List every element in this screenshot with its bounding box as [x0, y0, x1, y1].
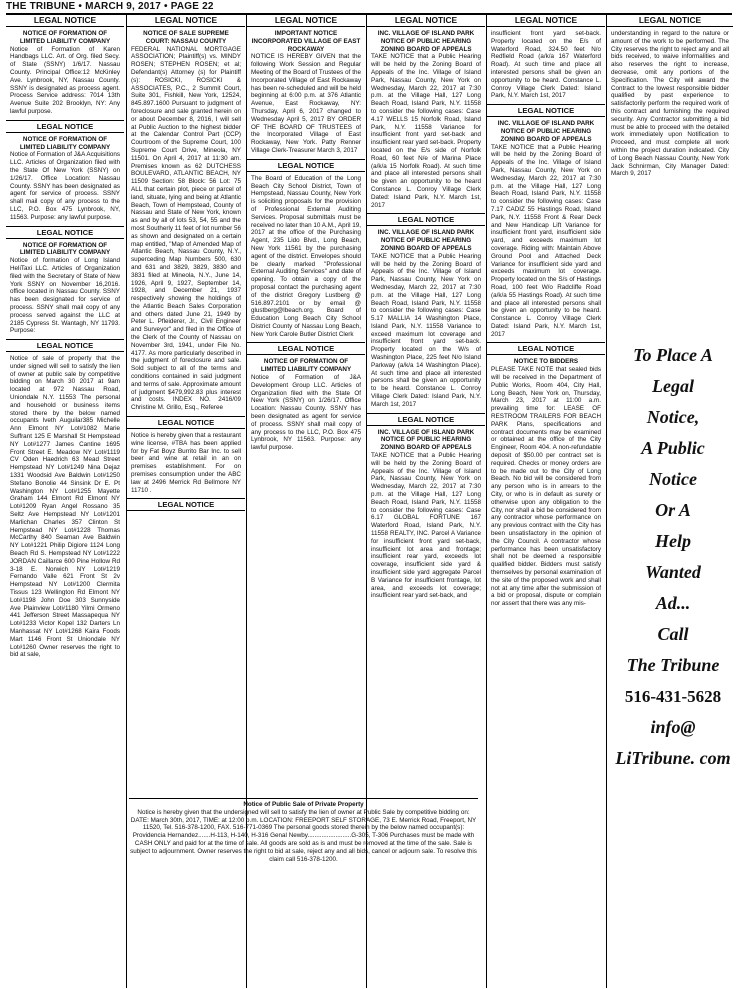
- notice-title: INC. VILLAGE OF ISLAND PARK NOTICE OF PUBLIC HEARING ZONING BOARD OF APPEALS: [377, 428, 475, 452]
- ad-line: Wanted: [645, 562, 701, 582]
- column-header: LEGAL NOTICE: [6, 14, 124, 27]
- legal-notice-divider: LEGAL NOTICE: [127, 416, 245, 429]
- page-header: THE TRIBUNE • MARCH 9, 2017 • PAGE 22: [6, 0, 732, 15]
- notice-body: Notice of Formation of Karen Handbags LLC. Art. of Org. filed Secy. of State (SSNY) 1/6/17. Nassau County. Principal Office:12 McKinley Ave. Lynbrook, NY, Nassau County. SSNY is designated as process agent. Process Service address: 7014 13th Avenue Suite 202 Brooklyn, NY: Any lawful purpose.: [10, 45, 120, 115]
- notice-title: INC. VILLAGE OF ISLAND PARK NOTICE OF PUBLIC HEARING ZONING BOARD OF APPEALS: [377, 229, 475, 252]
- column-header: LEGAL NOTICE: [607, 14, 733, 27]
- legal-notice: [247, 175, 365, 339]
- notice-body: TAKE NOTICE that a Public Hearing will be held by the Zoning Board of Appeals of the Inc. Village of Island Park, Nassau County, New York on Wednesday, March 22, 2017 at 7:30 p.m. at the Village Hall, 127 Long Beach Road, Island Park, N.Y. 11558 to consider the following cases: Case 6.17 GLOBAL FORTUNE 167 Waterford Road, Island Park, N.Y. 11558 REALTY, INC. Parcel A Variance for insufficient front yard set-back, insufficient lot area and frontage; insufficient rear yard, exceeds lot coverage, insufficient side yard & insufficient side yard aggregate Parcel B Variance for insufficient frontage, lot area, and exceeds lot coverage; insufficient rear yard set-back, and: [371, 452, 481, 600]
- legal-notice-divider: LEGAL NOTICE: [247, 159, 365, 172]
- tribune-ad: [611, 340, 735, 774]
- notice-title: NOTICE OF FORMATION OF LIMITED LIABILITY COMPANY: [19, 241, 111, 257]
- ad-line: Legal: [652, 376, 694, 396]
- ad-line: Notice: [649, 469, 697, 489]
- legal-notice-divider: LEGAL NOTICE: [6, 339, 124, 352]
- legal-notice: [367, 229, 485, 408]
- notice-body: understanding in regard to the nature or amount of the work to be performed. The City reserves the right to reject any and all bids received, to waive informalities and also reserves the right to increase, decrease, omit any portions of the Specification. The City will award the Contract to the lowest responsible bidder qualified by past experience to satisfactorily perform the required work of this contract and furnishing the required security. Any Contractor submitting a bid must be able to proceed with the detailed work immediately upon Notification to Proceed, and must complete all work within the project duration indicated. City of Long Beach Nassau County, New York Jack Schnirman, City Manager Dated: March 9, 2017: [611, 30, 729, 178]
- ad-line: Help: [655, 531, 691, 551]
- column-header: LEGAL NOTICE: [367, 14, 485, 27]
- notice-body: The Board of Education of the Long Beach City School District, Town of Hempstead, Nassau County, New York is soliciting proposals for the provision of Professional External Auditing Services. Proposal submittals must be received no later than 10 A.M., April 19, 2017 at the office of the Purchasing Agent, 235 Lido Blvd., Long Beach, New York 11561 by the purchasing agent of the district. Envelopes should be clearly marked "Professional External Auditing Services" and date of opening. To obtain a copy of the proposal contact the purchasing agent of the district Gregory Lustberg @ 516.897.2101 or by email @ glustberg@lbeach.org. Board of Education Long Beach City School District County of Nassau Long Beach, New York Carole Butler District Clerk: [251, 174, 361, 338]
- ad-line: To Place A: [633, 345, 713, 365]
- notice-title: NOTICE OF FORMATION OF LIMITED LIABILITY COMPANY: [19, 30, 111, 45]
- ad-line: A Public: [641, 438, 705, 458]
- legal-notice: [367, 30, 485, 209]
- notice-body: FEDERAL NATIONAL MORTGAGE ASSOCIATION; Plaintiff(s) vs. MINDY ROSEN; STEPHEN ROSEN; et al; Defendant(s) Attorney (s) for Plaintiff (s): ROSICKI, ROSICKI & ASSOCIATES, P.C., 2 Summit Court, Suite 301, Fishkill, New York, 12524, 845.897.1600 Pursuant to judgment of foreclosure and sale granted herein on or about December 8, 2016, I will sell at Public Auction to the highest bidder at the Calendar Control Part (CCP) Courtroom of the Supreme Court, 100 Supreme Court Drive, Mineola, NY 11501. On April 4, 2017 at 11:30 am. Premises known as 62 DUTCHESS BOULEVARD, ATLANTIC BEACH, NY 11509 Section: 58 Block: 56 Lot: 75 ALL that certain plot, piece or parcel of land, situate, lying and being at Atlantic Beach, Town of Hempstead, County of Nassau and State of New York, known as and by all of lots 53, 54, 55 and the most Southerly 11 feet of lot number 56 as shown and designated on a certain map entitled, "Map of Amended Map of Atlantic Beach, Nassau County, N.Y., superceding Map Numbers 500, 630 and 631 and 3829, 3829, 3830 and 3831 filed at Mineola, N.Y., June 14, 1926, April 9, 1927, September 14, 1928, and December 21, 1937 respectively showing the holdings of the Atlantic Beach Sales Corporation and others dated June 21, 1949 by Peter L. Pfleiderer, Jr., Civil Engineer and Surveyor" and filed in the Office of the Clerk of the County of Nassau on November 3rd, 1941, under File No. 4177. As more particularly described in the judgment of foreclosure and sale. Sold subject to all of the terms and conditions contained in said judgment and terms of sale. Approximate amount of judgment $479,992.83 plus interest and costs. INDEX NO. 2416/09 Christine M. Grillo, Esq., Referee: [131, 45, 241, 412]
- notice-body: Notice is hereby given that the undersigned will sell to satisfy the lien of owner at Public Sale by competitive bidding on: DATE: March 30th, 2017, TIME: at 12:00 p.m. LOCATION: FREEPORT SELF STORAGE, 73 E. Merrick Road, Freeport, NY 11520, Tel. 516-378-1200, FAX. 516-771-0369 The personal goods stored therein by the below named occupant(s): Providencia Hernandez.......H-113, H-140, H-316 Genal Newby.........................G-305, T-306 Purchases must be made with CASH ONLY and paid for at the time of sale. All goods are sold as is and must be removed at the time of the sale. Sale is subject to adjournment. Owner reserves the right to bid at sale, reject any and all bids, cancel or adjourn sale. To resolve this claim call 516-378-1200.: [130, 808, 477, 863]
- ad-line: Notice,: [646, 407, 700, 427]
- notice-title: NOTICE OF FORMATION OF LIMITED LIABILITY COMPANY: [19, 135, 111, 151]
- notice-title: NOTICE TO BIDDERS: [513, 358, 579, 366]
- notice-body: Notice of Formation of J&A Acquisitions LLC. Articles of Organization filed with the State Of New York (SSNY) on 1/26/17. Office Location: Nassau County. SSNY has been designated as agent for service of process. SSNY shall mail copy of any process to the LLC, P.O. Box 475 Lynbrook, NY, 11563. Purpose: any lawful purpose.: [10, 151, 120, 221]
- legal-notice: [247, 358, 365, 452]
- legal-notice-divider: LEGAL NOTICE: [367, 413, 485, 426]
- legal-notice: [607, 30, 733, 178]
- ad-email: info@ LiTribune. com: [615, 717, 731, 768]
- column-header: LEGAL NOTICE: [127, 14, 245, 27]
- column-5: [486, 14, 605, 988]
- legal-notice: [487, 30, 605, 100]
- legal-notice: [6, 136, 124, 222]
- ad-line: Or A: [655, 500, 691, 520]
- notice-body: TAKE NOTICE that a Public Hearing will be held by the Zoning Board of Appeals of the Inc. Village of Island Park, Nassau County, New York on Wednesday, March 22, 2017 at 7:30 p.m. at the Village Hall, 127 Long Beach Road, Island Park, N.Y. 11558 to consider the following cases: Case 4.17 WELLS 15 Norfolk Road, Island Park, N.Y. 11558 Variance for insufficient front yard set-back and insufficient rear yard set-back. Property located on the E/s side of Norfolk Road, 60 feet N/e of Marina Place (a/k/a 15 Norfolk Road). At such time and place all interested persons shall be given an opportunity to be heard Constance L. Conroy Village Clerk Dated: Island Park, N.Y. March 1st, 2017: [371, 53, 481, 209]
- notice-body: Notice of formation of Long Island HeliTaxi LLC. Articles of Organization filed with the Secretary of State of New York SSNY on November 16,2016. office located in Nassau County. SSNY has been designated for service of process. SSNY shall mail copy of any process served against the LLC at 2185 Cypress St. Wantagh, NY 11793. Purpose:: [10, 257, 120, 335]
- column-1: [6, 14, 124, 988]
- notice-body: Notice is hereby given that a restaurant wine license, #TBA has been applied for by Fat Boyz Burrito Bar Inc. to sell beer and wine at retail in an on premises establishment. For on premises consumption under the ABC law at 2496 Merrick Rd Bellmore NY 11710 .: [131, 432, 241, 494]
- legal-notice: [487, 120, 605, 338]
- ad-line: The Tribune: [626, 655, 720, 675]
- legal-notice-divider: LEGAL NOTICE: [127, 498, 245, 511]
- notice-body: Notice of sale of property that the under signed will sell to satisfy the lien of owner at public sale by competitive bidding on March 30 2017 at 9am located at 972 Nassau Road, Uniondale N.Y. 11553 The personal and household or business items stored there by the below named occupants Iveth Auguilar385 Michelle Ann Elmont NY Lot#1082 Marie Suffrant 125 E Marshall St Hempstead NY Lot#1277 James Cantine 1695 Front Street E. Meadow NY Lot#1119 CV Oden Haedrich 63 Mead Street Hempstead NY Lot#1249 Nina Dejaz 1331 Woodsid Ave Baldwin Lot#1250 Stefano Bonolie 44 Sinsink Dr E. Pt Washington NY Lot#1255 Mayette Graham 144 Elmont Rd Elmont NY Lot#1209 Ryan Angel Rossano 35 Seltz Ave Hempstead NY Lot#1201 Marlichan Charles 357 Clinton St Hempstead NY Lot#1228 Thomas McCarthy 840 Seaman Ave Baldwin NY Lot#1221 Philip Digiore 1124 Long Beach Rd S. Hempstead NY Lot#1222 JORDAN Caillarce 600 Pine Hollow Rd 3-18 E. Norwich NY Lot#1219 Fernando Valle 621 Front St 2v Hempstead NY Lot#1200 Clermita Tissus 123 Wellington Rd Elmont NY Lot#1198 John Doe 303 Sunnyside Ave Plainview Lot#1180 Yilmi Ormeno 441 Jefferson Street Massapequa NY Lot#1233 Victor Kopel 132 Darters Ln Manhassat NY Lot#1268 Kaira Foods Mart 1146 Front St Uniondale NY Lot#1260 Owner reserves the right to bid at sale,: [10, 355, 120, 659]
- legal-notice: [487, 358, 605, 608]
- notice-body: PLEASE TAKE NOTE that sealed bids will be received in the Department of Public Works, Room 404, City Hall, Long Beach, New York on, Thursday, March 23, 2017 at 11:00 a.m. prevailing time for: LEASE OF RESTROOM TRAILERS FOR BEACH PARK Plans, specifications and contract documents may be examined or obtained at the office of the City Engineer, Room 404. A non-refundable deposit of $50.00 per contract set is required. Checks or money orders are to be made out to the City of Long Beach. No bid will be considered from any person who is in arrears to the City, or who is in default as surety or otherwise upon any obligation to the City, nor shall a bid be considered from any contractor whose performance on any previous contract with the City has been unsatisfactory in the opinion of the City Council. A contractor whose performance has been unsatisfactory shall not be deemed a responsible qualified bidder. Bidders must satisfy themselves by personal examination of the site of the proposed work and shall not at any time after the submission of a bid or proposal, dispute or complain nor assert that there was any mis-: [491, 366, 601, 608]
- legal-notice-divider: LEGAL NOTICE: [487, 342, 605, 355]
- legal-notice-divider: LEGAL NOTICE: [247, 342, 365, 355]
- public-sale-notice: [129, 798, 478, 863]
- notice-title: INC. VILLAGE OF ISLAND PARK NOTICE OF PUBLIC HEARING ZONING BOARD OF APPEALS: [497, 120, 595, 143]
- notice-title: INC. VILLAGE OF ISLAND PARK NOTICE OF PUBLIC HEARING ZONING BOARD OF APPEALS: [377, 30, 475, 53]
- column-header: LEGAL NOTICE: [247, 14, 365, 27]
- legal-notice: [6, 30, 124, 116]
- legal-notice: [6, 242, 124, 336]
- legal-notice-divider: LEGAL NOTICE: [487, 104, 605, 117]
- legal-notice: [247, 30, 365, 155]
- ad-phone: 516-431-5628: [624, 687, 722, 706]
- legal-notice-divider: LEGAL NOTICE: [367, 213, 485, 226]
- notice-body: insufficient front yard set-back. Property located on the E/s of Waterford Road, 324.50 feet N/o Redfield Road (a/k/a 167 Waterford Road). At such time and place all interested persons shall be given an opportunity to be heard. Constance L. Conroy Village Clerk Dated: Island Park, N.Y. March 1st, 2017: [491, 30, 601, 100]
- notice-title: NOTICE OF SALE SUPREME COURT: NASSAU COUNTY: [143, 30, 229, 45]
- legal-notice-divider: LEGAL NOTICE: [6, 226, 124, 239]
- notice-title: NOTICE OF FORMATION OF LIMITED LIABILITY COMPANY: [260, 358, 352, 374]
- notice-body: TAKE NOTICE that a Public Hearing will be held by the Zoning Board of Appeals of the Inc. Village of Island Park, Nassau County, New York on Wednesday, March 22, 2017 at 7:30 p.m. at the Village Hall, 127 Long Beach Road, Island Park, N.Y. 11558 to consider the following cases: Case 7.17 CADIZ 55 Hastings Road, Island Park, N.Y. 11558 Front & Rear Deck and New Handicap Lift Variance for insufficient front yard, insufficient side yard, and exceeds maximum lot coverage. Riding with: Maintain Above Ground Pool and Attached Deck Variance for insufficient side yard and exceeds maximum lot coverage. Property located on the S/s of Hastings Road, 100 feet W/o Radcliffe Road (a/k/a 55 Hastings Road). At such time and place all interested persons shall be given an opportunity to be heard. Constance L. Conroy Village Clerk Dated: Island Park, N.Y. March 1st, 2017: [491, 143, 601, 338]
- notice-title: Notice of Public Sale of Private Property: [243, 801, 364, 808]
- legal-notice: [127, 432, 245, 494]
- legal-notice: [127, 30, 245, 412]
- column-header: LEGAL NOTICE: [487, 14, 605, 27]
- legal-notice: [6, 355, 124, 659]
- ad-line: Call: [657, 624, 689, 644]
- legal-notice-divider: LEGAL NOTICE: [6, 120, 124, 133]
- ad-line: Ad...: [655, 593, 691, 613]
- notice-title: IMPORTANT NOTICE INCORPORATED VILLAGE OF EAST ROCKAWAY: [251, 30, 361, 53]
- notice-body: TAKE NOTICE that a Public Hearing will be held by the Zoning Board of Appeals of the Inc. Village of Island Park, Nassau County, New York on Wednesday, March 22, 2017 at 7:30 p.m. at the Village Hall, 127 Long Beach Road, Island Park, N.Y. 11558 to consider the following cases: Case 5.17 MALLIA 14 Washington Place, Island Park, N.Y. 11558 Variance to exceed maximum lot coverage and insufficient front yard set-back. Property located on the W/s of Washington Place, 225 feet N/o Island Parkway (a/k/a 14 Washington Place). At such time and place all interested persons shall be given an opportunity to be heard. Constance L. Conroy Village Clerk Dated: Island Park, N.Y. March 1st, 2017: [371, 252, 481, 408]
- notice-body: NOTICE IS HEREBY GIVEN that the following Work Session and Regular Meeting of the Board of Trustees of the Incorporated Village of East Rockaway has been re-scheduled and will be held beginning at 6:00 p.m. at 376 Atlantic Avenue, East Rockaway, NY: Thursday, April 6, 2017 changed to Wednesday April 5, 2017 BY ORDER OF THE BOARD OF TRUSTEES of the Incorporated Village of East Rockaway, New York. Patty Renner Village Clerk-Treasurer March 3, 2017: [251, 53, 361, 154]
- notice-body: Notice of Formation of J&A Development Group LLC. Articles of Organization filed with the State Of New York (SSNY) on 1/26/17. Office Location: Nassau County. SSNY has been designated as agent for service of process. SSNY shall mail copy of any process to the LLC, P.O. Box 475 Lynbrook, NY 11563. Purpose: any lawful purpose.: [251, 374, 361, 452]
- legal-notice: [367, 429, 485, 601]
